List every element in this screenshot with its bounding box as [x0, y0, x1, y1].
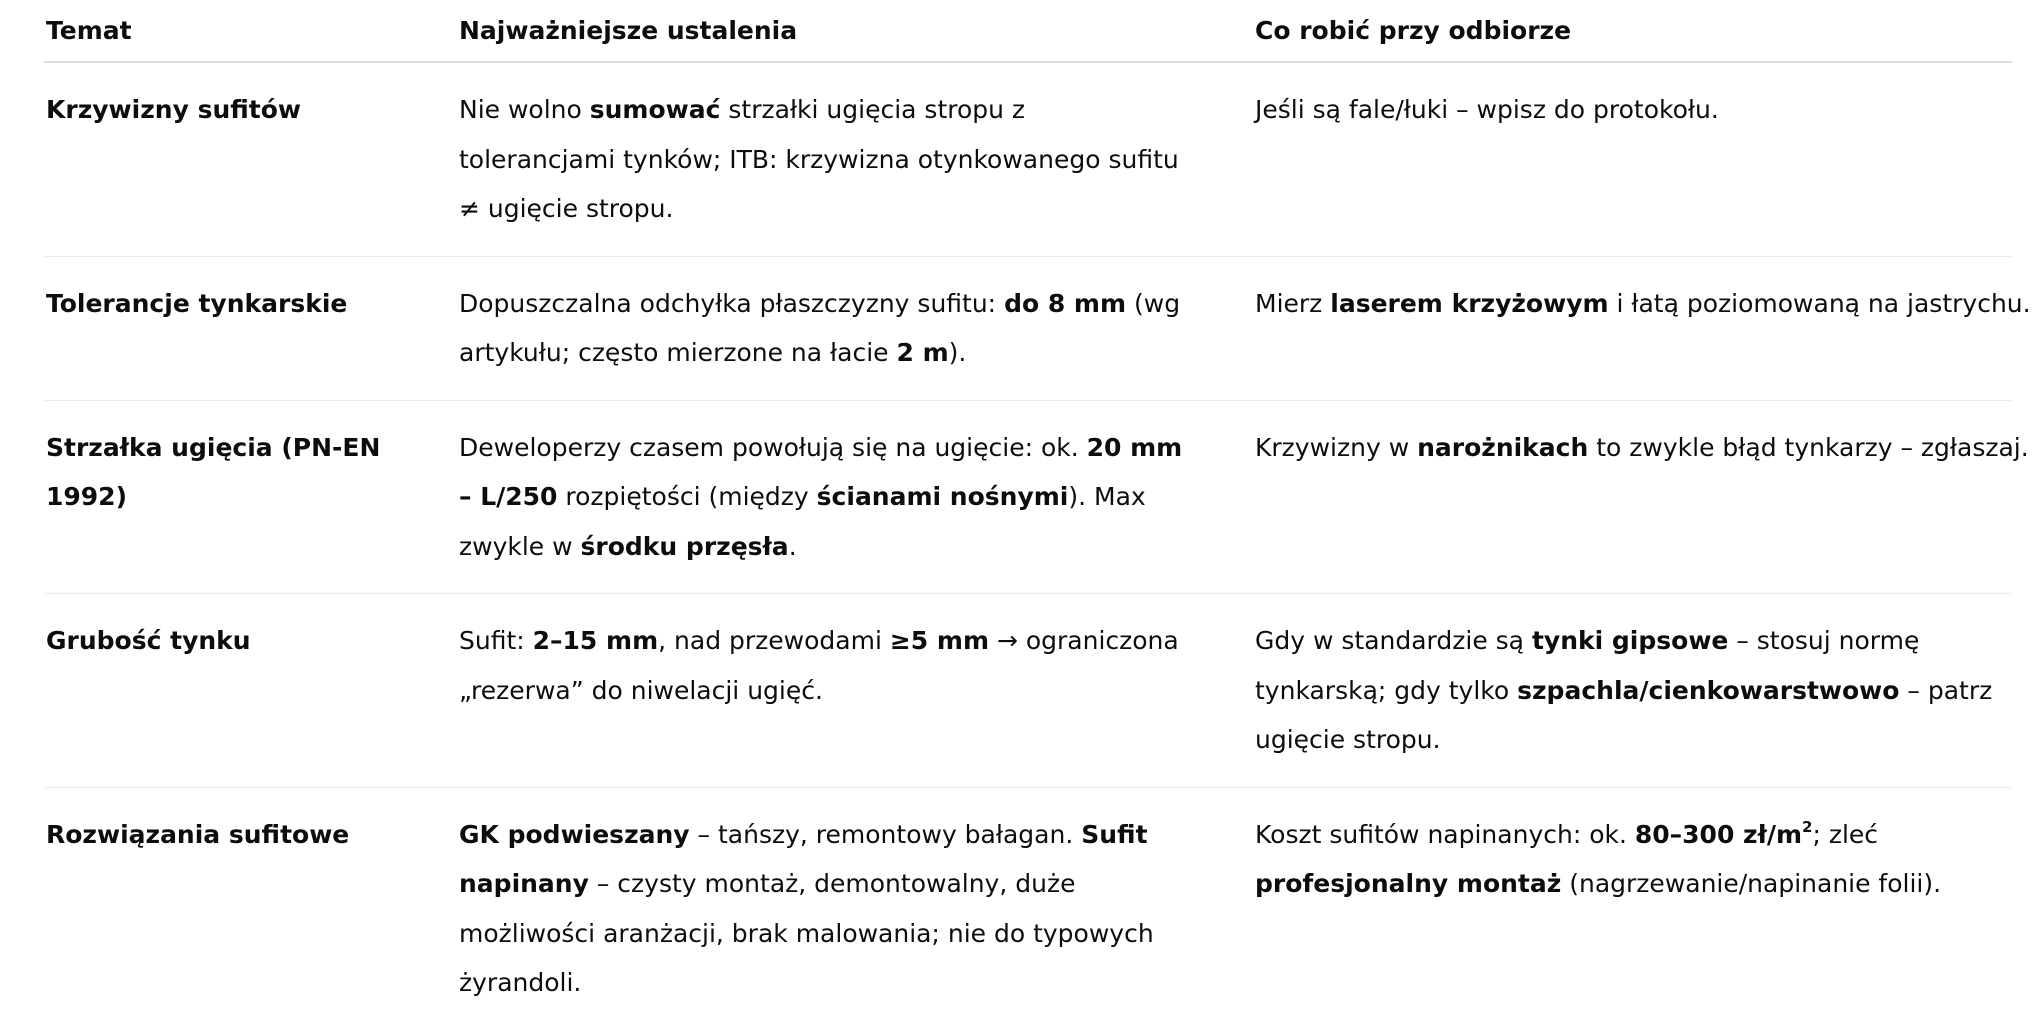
text: Krzywizny w: [1255, 432, 1418, 462]
cell-findings: [457, 616, 1255, 765]
text: artykułu; często mierzone na łacie: [459, 338, 897, 367]
cell-action: [1255, 810, 2012, 1008]
text: i łatą poziomowaną na jastrychu.: [1608, 288, 2031, 318]
text: Koszt sufitów napinanych: ok.: [1255, 819, 1635, 849]
cell-action: [1255, 423, 2029, 572]
bold-text: 2–15 mm: [532, 626, 659, 655]
bold-text: tynki gipsowe: [1531, 626, 1729, 655]
text-line: [459, 472, 1255, 522]
table-body: [44, 63, 2031, 1030]
text-line: [1255, 810, 2012, 860]
header-topic: Temat: [46, 15, 132, 45]
text-line: [459, 184, 1255, 234]
text: → ograniczona: [989, 626, 1179, 655]
bold-text: 80–300 zł/m: [1634, 819, 1803, 849]
bold-text: środku przęsła: [580, 531, 789, 561]
bold-text: laserem krzyżowym: [1330, 288, 1609, 318]
bold-text: sumować: [589, 95, 721, 124]
text: Nie wolno: [459, 95, 590, 124]
bold-text: ścianami nośnymi: [816, 482, 1069, 511]
topic-line: Grubość tynku: [46, 626, 251, 655]
text-line: [459, 279, 1255, 329]
text: – stosuj normę: [1728, 626, 1920, 655]
text-line: [1255, 279, 2031, 329]
text: to zwykle błąd tynkarzy – zgłaszaj.: [1588, 432, 2029, 462]
cell-action: [1255, 279, 2031, 378]
text: Dopuszczalna odchyłka płaszczyzny sufitu:: [459, 288, 1005, 318]
table-row: [44, 594, 2012, 788]
header-action: Co robić przy odbiorze: [1255, 15, 1572, 45]
text: – patrz: [1899, 675, 1993, 705]
text-line: [1255, 666, 2012, 716]
bold-text: napinany: [459, 869, 589, 898]
text-line: [459, 423, 1255, 473]
text: Deweloperzy czasem powołują się na ugięcie: ok.: [459, 432, 1087, 462]
text-line: [459, 909, 1255, 959]
text: .: [788, 531, 797, 561]
header-findings: Najważniejsze ustalenia: [459, 15, 798, 45]
topic-line: 1992): [46, 482, 128, 511]
text-line: [459, 810, 1255, 860]
bold-text: szpachla/cienkowarstwowo: [1517, 675, 1900, 705]
topic-line: Rozwiązania sufitowe: [46, 819, 350, 849]
bold-text: 2: [1802, 817, 1813, 836]
table-header-row: [44, 0, 2012, 63]
cell-topic: [44, 810, 457, 1008]
text: zwykle w: [459, 531, 581, 561]
text-line: [459, 328, 1255, 378]
text-line: [1255, 85, 2012, 135]
text: „rezerwa” do niwelacji ugięć.: [459, 675, 823, 705]
table-row: [44, 257, 2031, 401]
bold-text: – L/250: [459, 482, 558, 511]
text: – czysty montaż, demontowalny, duże: [588, 869, 1076, 898]
text: strzałki ugięcia stropu z: [720, 95, 1026, 124]
text: żyrandoli.: [459, 968, 582, 997]
cell-topic: [44, 423, 457, 572]
table-row: [44, 788, 2012, 1030]
cell-findings: [457, 810, 1255, 1008]
bold-text: Sufit: [1081, 819, 1148, 849]
topic-line: Krzywizny sufitów: [46, 95, 301, 124]
table-row: [44, 401, 2029, 595]
cell-topic: [44, 616, 457, 765]
cell-action: [1255, 85, 2012, 234]
text: (nagrzewanie/napinanie folii).: [1561, 869, 1942, 898]
bold-text: GK podwieszany: [459, 819, 690, 849]
text: rozpiętości (między: [557, 482, 817, 511]
text-line: [1255, 423, 2029, 473]
text-line: [459, 958, 1255, 1008]
text: tolerancjami tynków; ITB: krzywizna otynkowanego sufitu: [459, 144, 1179, 174]
text-line: [459, 85, 1255, 135]
text: Mierz: [1255, 288, 1331, 318]
text-line: [459, 666, 1255, 716]
table-row: [44, 63, 2012, 257]
cell-findings: [457, 279, 1255, 378]
text: ≠ ugięcie stropu.: [459, 194, 674, 223]
text-line: [459, 859, 1255, 909]
text: Sufit:: [459, 626, 533, 655]
bold-text: ≥5 mm: [889, 626, 989, 655]
text: ). Max: [1068, 482, 1146, 511]
text-line: [459, 522, 1255, 572]
cell-topic: [44, 85, 457, 234]
topic-line: Tolerancje tynkarskie: [46, 288, 348, 318]
text: Gdy w standardzie są: [1255, 626, 1532, 655]
findings-table: [44, 0, 2031, 1030]
cell-findings: [457, 423, 1255, 572]
text: ugięcie stropu.: [1255, 725, 1441, 754]
cell-findings: [457, 85, 1255, 234]
text: tynkarską; gdy tylko: [1255, 675, 1518, 705]
text: ; zleć: [1812, 819, 1879, 849]
text-line: [459, 616, 1255, 666]
bold-text: narożnikach: [1417, 432, 1589, 462]
text: – tańszy, remontowy bałagan.: [689, 819, 1082, 849]
text-line: [1255, 715, 2012, 765]
text-line: [1255, 616, 2012, 666]
text: Jeśli są fale/łuki – wpisz do protokołu.: [1255, 95, 1719, 124]
text: ).: [948, 338, 967, 367]
cell-action: [1255, 616, 2012, 765]
cell-topic: [44, 279, 457, 378]
text: , nad przewodami: [658, 626, 890, 655]
bold-text: 20 mm: [1086, 432, 1183, 462]
bold-text: profesjonalny montaż: [1255, 869, 1562, 898]
bold-text: 2 m: [896, 338, 949, 367]
text: możliwości aranżacji, brak malowania; nie do typowych: [459, 918, 1154, 948]
topic-line: Strzałka ugięcia (PN-EN: [46, 432, 381, 462]
bold-text: do 8 mm: [1004, 288, 1127, 318]
text: (wg: [1126, 288, 1181, 318]
text-line: [1255, 859, 2012, 909]
text-line: [459, 135, 1255, 185]
